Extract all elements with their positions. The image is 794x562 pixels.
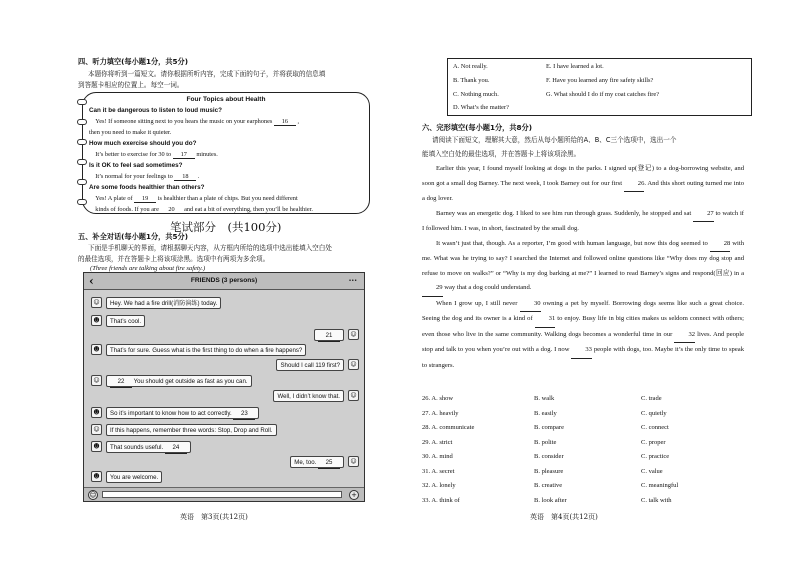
emoji-icon[interactable]: ☺ [89,491,97,499]
choice-option-c[interactable]: C. meaningful [641,482,679,489]
friend-avatar-icon: ☻ [91,471,102,482]
line-text: , [295,118,300,125]
bubble-text: Hey. We had a fire drill(消防演练) today. [110,300,218,307]
choice-option-a[interactable]: 29. A. strict [422,438,453,446]
cloze-blank[interactable]: 27 [693,207,714,223]
chat-bubble-left [106,344,306,356]
answer-blank[interactable]: 18 [174,173,196,181]
chat-bubble-left [106,297,221,309]
bubble-text: That sounds useful. [110,444,165,451]
section-4-instruction-line-1: 本题你将听到一篇短文。请你根据所听内容，完成下面的句子，并将获取的信息填 [88,70,326,78]
listening-answer-line [89,173,365,181]
binder-ring-icon [77,119,87,125]
chat-bubble-left [106,407,259,419]
choice-option-c[interactable]: C. proper [641,438,666,446]
line-text: is healthier than a plate of chips. But you need different [156,195,298,202]
chat-title: FRIENDS (3 persons) [190,277,258,284]
choice-option-b[interactable]: B. look after [534,496,567,504]
chat-bubble-left [106,315,145,327]
choice-option-a[interactable]: 30. A. mind [422,453,453,460]
bubble-text: If this happens, remember three words: Stop, Drop and Roll. [110,427,273,434]
bubble-text: You are welcome. [110,474,159,481]
bubble-text: You should get outside as fast as you can. [132,378,248,385]
section-5-instruction-line-2: 的最佳选项，并在答题卡上将该项涂黑。选项中有两项为多余项。 [78,255,270,263]
section-4-title: 四、听力填空(每小题1分，共5分) [78,57,189,66]
chat-input-bar [84,487,364,501]
bubble-text: Should I call 119 first? [280,362,340,369]
bubble-text: Well, I didn’t know that. [277,393,340,400]
section-6-instruction-line-2: 能填入空白处的最佳选项，并在答题卡上将该项涂黑。 [422,150,581,158]
listening-answer-line [89,206,365,214]
self-avatar-icon: ☺ [348,390,359,401]
listening-answer-line [89,151,365,159]
section-5-title: 五、补全对话(每小题1分，共5分) [78,232,189,241]
answer-blank[interactable]: 23 [233,408,255,420]
friend-avatar-icon: ☺ [91,375,102,386]
passage-paragraph: It wasn’t just that, though. As a reporter, I’m good with human language, but now this dog seemed to 28 with me. What was he trying to say? I searched the Internet and followed online questions like “Why does my dog stop and refuse to move on walks?” or “Why is my dog barking at me?” I learned to read Barney’s signs and respond(回应) in a 29 way that a dog could understand. [422,237,744,297]
choice-option-a[interactable]: 28. A. communicate [422,424,475,431]
choice-option-c[interactable]: C. trade [641,395,662,402]
chat-bubble-left [106,441,191,453]
line-text: minutes. [194,151,218,158]
chat-bubble-right [314,329,344,341]
choice-option-a[interactable]: 33. A. think of [422,496,460,504]
choice-option-c[interactable]: C. value [641,467,663,475]
chat-bubble-right [276,359,344,371]
dialogue-option: E. I have learned a lot. [546,63,604,70]
back-arrow-icon[interactable]: ‹ [89,274,94,288]
friend-avatar-icon: ☺ [91,424,102,435]
self-avatar-icon: ☺ [348,359,359,370]
cloze-blank[interactable]: 32 [674,328,695,344]
exam-page-4 [397,0,794,562]
line-text: . [196,173,200,180]
dialogue-option: C. Nothing much. [453,91,499,98]
cloze-blank[interactable]: 29 [422,281,443,297]
bubble-text: That’s cool. [110,318,142,325]
line-text: It’s normal for your feelings to [89,173,175,180]
chat-window [83,272,365,502]
cloze-blank[interactable]: 26 [624,177,645,193]
choice-option-a[interactable]: 31. A. secret [422,467,455,475]
choice-option-b[interactable]: B. creative [534,482,563,489]
passage-paragraph: Barney was an energetic dog. I liked to see him run through grass. Suddenly, he stopped and sat 27 to watch if I followed him. I was, in short, fascinated by the small dog. [422,207,744,237]
friend-avatar-icon: ☻ [91,344,102,355]
chat-header [84,273,364,290]
answer-blank[interactable]: 19 [134,195,156,203]
chat-bubble-left [106,424,277,436]
binder-ring-icon [77,199,87,205]
line-text: and eat a bit of everything, then you’ll be healthier. [182,206,313,213]
dialogue-option: D. What’s the matter? [453,104,509,111]
dialogue-option: B. Thank you. [453,77,490,84]
more-options-icon[interactable]: ··· [348,275,357,285]
bubble-text: That’s for sure. Guess what is the first thing to do when a fire happens? [110,347,303,354]
answer-blank[interactable]: 21 [318,330,340,342]
chat-input-field[interactable] [102,491,342,498]
choice-option-b[interactable]: B. polite [534,438,557,446]
choice-option-b[interactable]: B. pleasure [534,467,564,475]
binder-ring-icon [77,159,87,165]
cloze-blank[interactable]: 28 [710,237,731,253]
cloze-passage [422,162,744,373]
dialogue-option: G. What should I do if my coat catches fire? [546,91,660,98]
friend-avatar-icon: ☻ [91,441,102,452]
choice-option-b[interactable]: B. easily [534,409,557,417]
section-5-instruction-line-1: 下面是手机聊天的界面，请根据聊天内容，从方框内所给的选项中选出能填入空白处 [88,244,332,252]
friend-avatar-icon: ☺ [91,297,102,308]
chat-bubble-right [290,456,344,468]
line-text: Yes! A plate of [89,195,135,202]
chat-bubble-left [106,471,162,483]
friend-avatar-icon: ☻ [91,407,102,418]
binder-ring-icon [77,179,87,185]
choice-option-b[interactable]: B. compare [534,424,564,431]
listening-question: Are some foods healthier than others? [89,184,205,191]
dialogue-options-box [447,58,752,116]
listening-notes-box [82,92,370,214]
listening-question: Can it be dangerous to listen to loud music? [89,107,222,114]
choice-option-c[interactable]: C. talk with [641,496,672,504]
listening-answer-line [89,118,365,126]
answer-blank[interactable]: 20 [161,206,183,214]
line-text: Yes! If someone sitting next to you hears the music on your earphones [89,118,274,125]
passage-paragraph: When I grow up, I still never 30 owning a pet by myself. Borrowing dogs seems like such a great choice. Seeing the dog and its owner is a kind of 31 to enjoy. Busy life in big cities makes us seldom connect with others; even those who live in the same community. Walking dogs becomes a wonderful time in our 32 lives. And people stop and talk to you when you’re out with a dog. I now 33 people with dogs, too. Maybe it’s the only time to speak to strangers. [422,297,744,374]
self-avatar-icon: ☺ [348,456,359,467]
page-footer: 英语 第3页(共12页) [180,513,248,521]
answer-blank[interactable]: 17 [173,151,195,159]
listening-question: How much exercise should you do? [89,140,197,147]
chat-bubble-left [106,375,252,387]
listening-answer-line [89,129,365,136]
binder-ring-icon [77,139,87,145]
dialogue-option: F. Have you learned any fire safety skills? [546,77,654,84]
choice-option-b[interactable]: B. walk [534,395,555,402]
cloze-blank[interactable]: 33 [571,343,592,359]
written-part-header: 笔试部分 (共100分) [170,220,282,234]
dialogue-option: A. Not really. [453,63,488,70]
section-6-title: 六、完形填空(每小题1分，共8分) [422,123,533,132]
answer-blank[interactable]: 16 [274,118,296,126]
choice-option-a[interactable]: 27. A. heavily [422,409,459,417]
cloze-blank[interactable]: 31 [535,312,556,328]
listening-box-title: Four Topics about Health [186,96,266,103]
section-6-instruction-line-1: 请阅读下面短文，理解其大意，然后从每小题所给的A、B、C三个选项中，选出一个 [432,136,677,144]
line-text: It’s better to exercise for 30 to [89,151,173,158]
choice-option-c[interactable]: C. quietly [641,409,667,417]
answer-blank[interactable]: 25 [318,457,340,469]
self-avatar-icon: ☺ [348,329,359,340]
bubble-text: So it’s important to know how to act correctly. [110,410,234,417]
chat-caption: (Three friends are talking about fire safety.) [90,265,206,272]
choice-option-b[interactable]: B. consider [534,453,564,460]
line-text: kinds of foods. If you are [89,206,161,213]
choice-option-a[interactable]: 26. A. show [422,395,454,402]
cloze-blank[interactable]: 30 [520,297,541,313]
listening-question: Is it OK to feel sad sometimes? [89,162,183,169]
choice-option-c[interactable]: C. practice [641,453,670,460]
page-footer: 英语 第4页(共12页) [530,513,598,521]
listening-answer-line [89,195,365,203]
choice-option-c[interactable]: C. connect [641,424,669,431]
passage-paragraph: Earlier this year, I found myself looking at dogs in the parks. I signed up(登记) to a dog-borrowing website, and soon got a small dog Barney. The next week, I took Barney out for our first 26. And this short outing turned me into a dog lover. [422,165,744,202]
friend-avatar-icon: ☻ [91,315,102,326]
section-4-instruction-line-2: 到答题卡相应的位置上。每空一词。 [78,81,184,89]
answer-blank[interactable]: 24 [165,442,187,454]
choice-option-a[interactable]: 32. A. lonely [422,482,456,489]
chat-bubble-right [273,390,344,402]
answer-blank[interactable]: 22 [110,376,132,388]
bubble-text: Me, too. [294,459,318,466]
line-text: then you need to make it quieter. [89,129,172,136]
add-icon[interactable]: + [349,490,359,500]
